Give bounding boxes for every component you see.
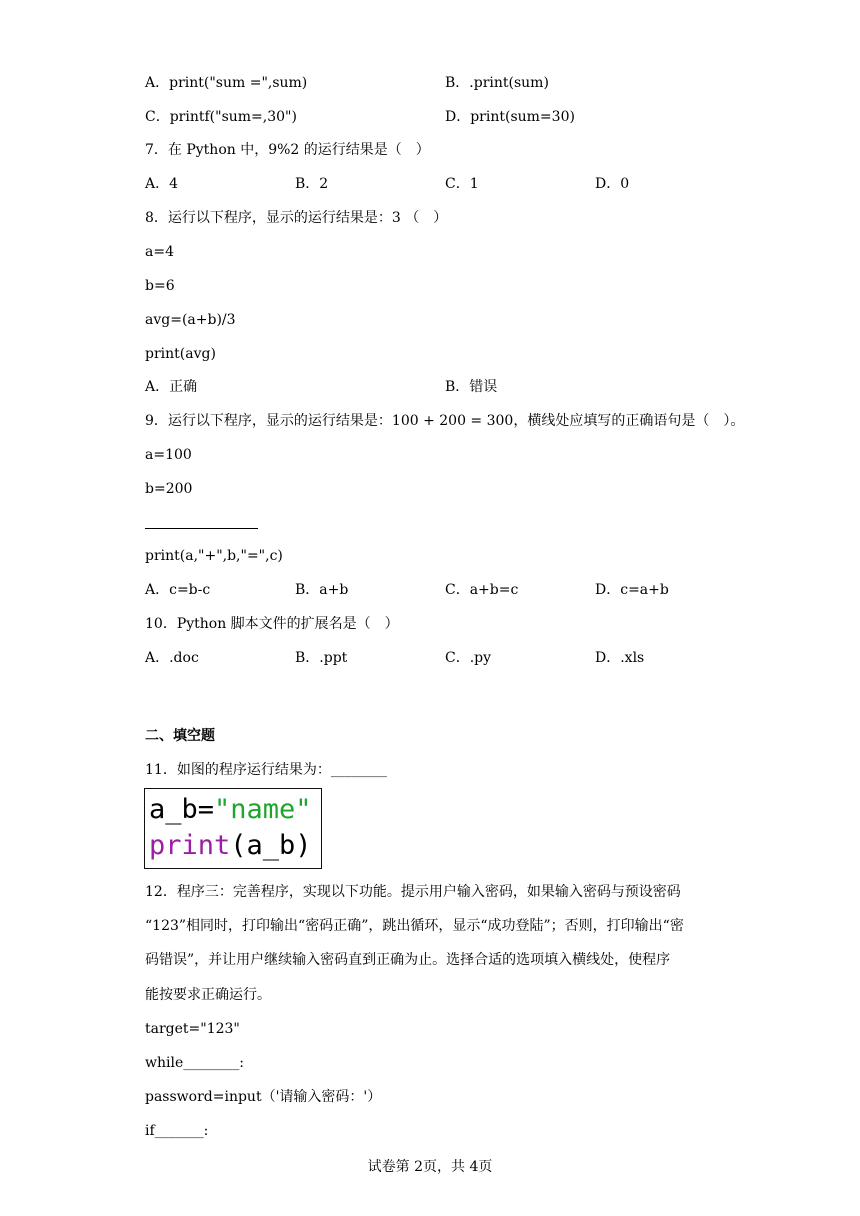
section-heading: 二、填空题 — [145, 728, 215, 744]
q12-code-line: if_______: — [145, 1123, 209, 1139]
q12-text-line: “123”相同时，打印输出“密码正确”，跳出循环，显示“成功登陆”；否则，打印输出“密 — [145, 918, 684, 934]
code-line-1 — [149, 792, 321, 828]
q12-code-line: password=input（'请输入密码：'） — [145, 1089, 382, 1105]
q10-option-a: A．.doc — [145, 650, 199, 666]
q8-option-b: B．错误 — [445, 379, 498, 395]
q8-stem: 8．运行以下程序，显示的运行结果是：3 （ ） — [145, 210, 448, 226]
q8-code-line: print(avg) — [145, 346, 216, 362]
q11-stem: 11．如图的程序运行结果为：________ — [145, 762, 387, 778]
q6-option-c: C．printf("sum=,30") — [145, 109, 297, 125]
q7-option-d: D．0 — [595, 176, 630, 192]
q12-text-line: 码错误”，并让用户继续输入密码直到正确为止。选择合适的选项填入横线处，使程序 — [145, 952, 671, 968]
q8-code-line: avg=(a+b)/3 — [145, 312, 236, 328]
q9-stem: 9．运行以下程序，显示的运行结果是：100 + 200 = 300，横线处应填写的正确语句是（ ）。 — [145, 413, 745, 429]
q6-option-b: B．.print(sum) — [445, 75, 549, 91]
q7-option-a: A．4 — [145, 176, 179, 192]
q11-code-image — [144, 788, 322, 869]
q10-option-b: B．.ppt — [295, 650, 348, 666]
code-args: (a_b) — [230, 830, 312, 861]
q12-text-line: 能按要求正确运行。 — [145, 987, 271, 1003]
q9-code-line: a=100 — [145, 447, 192, 463]
q9-option-c: C．a+b=c — [445, 582, 519, 598]
q8-code-line: b=6 — [145, 278, 175, 294]
q9-option-a: A．c=b-c — [145, 582, 211, 598]
page-footer: 试卷第 2页，共 4页 — [367, 1159, 493, 1175]
q9-option-d: D．c=a+b — [595, 582, 669, 598]
q7-option-c: C．1 — [445, 176, 479, 192]
q10-stem: 10．Python 脚本文件的扩展名是（ ） — [145, 616, 399, 632]
q9-code-line: b=200 — [145, 481, 193, 497]
q12-text-line: 12．程序三：完善程序，实现以下功能。提示用户输入密码，如果输入密码与预设密码 — [145, 884, 681, 900]
q7-option-b: B．2 — [295, 176, 329, 192]
q9-option-b: B．a+b — [295, 582, 349, 598]
q10-option-c: C．.py — [445, 650, 492, 666]
q7-stem: 7．在 Python 中，9%2 的运行结果是（ ） — [145, 142, 430, 158]
q9-answer-blank — [145, 512, 258, 529]
q10-option-d: D．.xls — [595, 650, 645, 666]
code-line-2 — [149, 828, 321, 864]
q12-code-line: while________: — [145, 1055, 244, 1071]
code-keyword: print — [149, 830, 231, 861]
q8-option-a: A．正确 — [145, 379, 198, 395]
code-string: "name" — [214, 794, 312, 825]
q6-option-d: D．print(sum=30) — [445, 109, 575, 125]
q9-code-line: print(a,"+",b,"=",c) — [145, 548, 283, 564]
q12-code-line: target="123" — [145, 1021, 240, 1037]
code-variable: a_b= — [149, 794, 215, 825]
q8-code-line: a=4 — [145, 244, 174, 260]
q6-option-a: A．print("sum =",sum) — [145, 75, 308, 91]
